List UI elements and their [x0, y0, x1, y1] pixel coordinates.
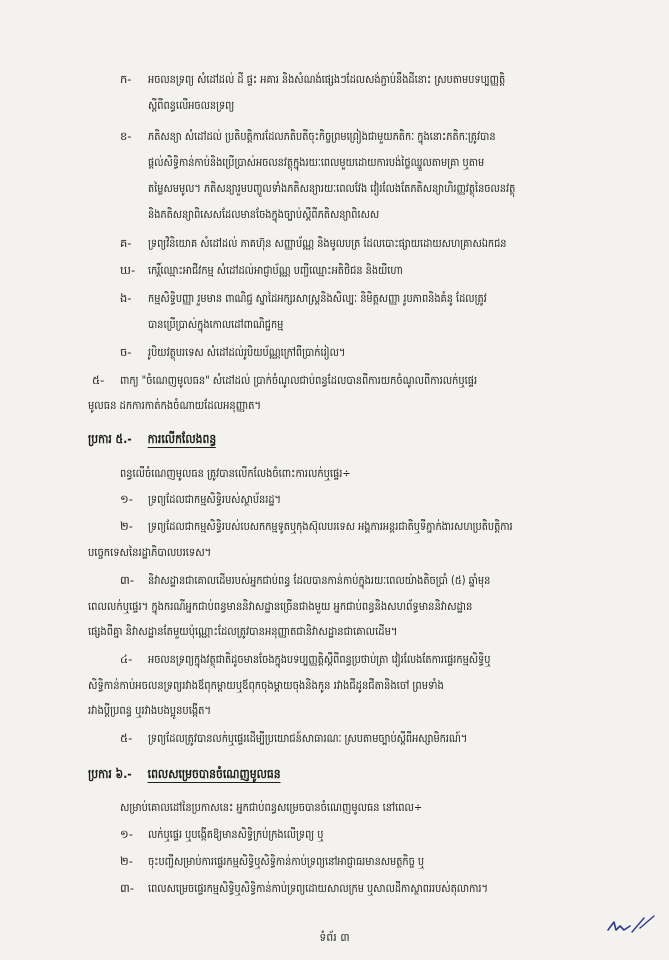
para-5-number: ៥- — [92, 373, 105, 387]
article-5-item-4-line-1: អចលនទ្រព្យក្នុងវត្ថុជាតិដូចមានចែងក្នុងបទប្បញ្ញត្តិស្តីពីពន្ធប្រថាប់ត្រា វៀរលែងតែការផ្ទេរកម្មសិទ្ធិឬ — [148, 652, 491, 666]
article-6-item-1-number: ១- — [120, 827, 133, 841]
article-5-heading-title: ការលើកលែងពន្ធ — [147, 431, 217, 446]
article-5-item-4-number: ៤- — [120, 652, 133, 666]
article-5-item-3-line-3: ផ្សេងពីគ្នា និវាសដ្ឋានតែមួយប៉ុណ្ណោះដែលត្រូវបានអនុញ្ញាតជានិវាសដ្ឋានជាគោលដើម។ — [88, 624, 398, 638]
article-5-item-4-line-2: សិទ្ធិកាន់កាប់អចលនទ្រព្យរវាងឪពុកម្តាយឬឪពុកចុងម្តាយចុងនិងកូន រវាងជីដូនជីតានិងចៅ ព្រមទាំង — [88, 678, 444, 692]
item-ngo-line-2: បានប្រើប្រាស់ក្នុងកោលដៅពាណិជ្ជកម្ម — [148, 317, 284, 331]
article-6-item-3-line-1: ពេលសម្រេចផ្ទេរកម្មសិទ្ធិឬសិទ្ធិកាន់កាប់ទ្រព្យដោយសាលក្រម ឬសាលដីកាស្ថាពររបស់តុលាការ។ — [148, 881, 488, 895]
item-kho-line-1: កេរ្តិ៍ឈ្មោះអាជីវកម្ម សំដៅដល់អាជ្ញាប័ណ្ណ បញ្ជីឈ្មោះអតិថិជន និងយីហោ — [148, 263, 403, 277]
article-5-item-5-line-1: ទ្រព្យដែលត្រូវបានលក់ឬផ្ទេរដើម្បីប្រយោជន៍សាធារណៈ ស្របតាមច្បាប់ស្តីពីអស្សាមិករណ៍។ — [148, 731, 468, 745]
item-cha-number: ច- — [120, 345, 132, 359]
article-6-item-3-number: ៣- — [120, 881, 134, 895]
item-ngo-line-1: កម្មសិទ្ធិបញ្ញា រួមមាន ពាណិជ្ជ ស្នាដៃអក្សរសាស្ត្រនិងសិល្បៈ និមិត្តសញ្ញា រូបភាពនិងគំនូ ដែលត្រូវ — [148, 291, 487, 305]
article-5-item-4-line-3: រវាងប្តីប្រពន្ធ ឬរវាងបងប្អូនបង្កើត។ — [88, 703, 212, 717]
item-kha-line-2: ផ្តល់សិទ្ធិកាន់កាប់និងប្រើប្រាស់អចលនវត្ថុក្នុងរយៈពេលមួយដោយការបង់ថ្លៃឈ្នួលតាមគ្រា ឬតាម — [148, 155, 485, 169]
para-5-line-1: ពាក្យ "ចំណេញមូលធន" សំដៅដល់ ប្រាក់ចំណូលជាប់ពន្ធដែលបានពីការយកចំណូលពីការលក់ឬផ្ទេរ — [120, 373, 478, 387]
item-ngo-number: ង- — [120, 291, 132, 305]
article-5-item-2-line-1: ទ្រព្យដែលជាកម្មសិទ្ធិរបស់បេសកកម្មទូតឬកុងស៊ុលបរទេស អង្គការអន្តរជាតិឬទីភ្នាក់ងារសហប្រតិបត្តិការ — [148, 519, 513, 533]
article-6-heading-title: ពេលសម្រេចបានចំណេញមូលធន — [147, 766, 281, 781]
article-5-item-3-line-1: និវាសដ្ឋានជាគោលដើមរបស់អ្នកជាប់ពន្ធ ដែលបានកាន់កាប់ក្នុងរយៈពេលយ៉ាងតិចប្រាំ (៥) ឆ្នាំមុន — [148, 573, 491, 587]
article-5-item-3-number: ៣- — [120, 573, 134, 587]
article-5-intro: ពន្ធលើចំណេញមូលធន ត្រូវបានលើកលែងចំពោះការលក់ឬផ្ទេរ÷ — [120, 466, 351, 480]
item-kho-number: ឃ- — [120, 263, 136, 277]
item-ko-number: គ- — [120, 236, 132, 250]
article-6-intro: សម្រាប់គោលដៅនៃប្រកាសនេះ អ្នកជាប់ពន្ធសម្រេចបានចំណេញមូលធន នៅពេល÷ — [120, 800, 423, 814]
article-6-item-2-line-1: ចុះបញ្ជីសម្រាប់ការផ្ទេរកម្មសិទ្ធិឬសិទ្ធិកាន់កាប់ទ្រព្យនៅអាជ្ញាធរមានសមត្ថកិច្ច ឬ — [148, 854, 425, 868]
article-5-item-1-number: ១- — [120, 492, 133, 506]
page-number: ទំព័រ ៣ — [319, 931, 350, 944]
item-cha-line-1: រូបិយវត្ថុបរទេស សំដៅដល់រូបិយប័ណ្ណក្រៅពីប្រាក់រៀល។ — [148, 345, 346, 359]
article-5-heading-number: ប្រការ ៥.- — [88, 431, 132, 446]
item-kha-line-3: តម្លៃសមមូល។ ភតិសន្យារួមបញ្ចូលទាំងភតិសន្យារយៈពេលវែង វៀរលែងតែភតិសន្យាហិរញ្ញវត្ថុនៃចលនវត្ថុ — [148, 181, 516, 195]
item-ka-number: ក- — [120, 72, 132, 86]
item-kha-number: ខ- — [120, 129, 132, 143]
article-6-item-2-number: ២- — [120, 854, 133, 868]
item-ka-line-2: ស្តីពីពន្ធលើអចលនទ្រព្យ — [148, 98, 235, 112]
item-ko-line-1: ទ្រព្យវិនិយោគ សំដៅដល់ ភាគហ៊ុន សញ្ញាប័ណ្ណ និងមូលបត្រ ដែលបោះផ្សាយដោយសហគ្រាសឯកជន — [148, 236, 507, 250]
article-6-heading — [88, 765, 281, 783]
article-5-item-5-number: ៥- — [120, 731, 133, 745]
article-5-item-2-line-2: បច្ចេកទេសនៃរដ្ឋាភិបាលបរទេស។ — [88, 545, 212, 559]
article-6-item-1-line-1: លក់ឬផ្ទេរ ឬបង្កើតឱ្យមានសិទ្ធិក្រប់ក្រងលើទ្រព្យ ឬ — [148, 827, 324, 841]
article-5-item-3-line-2: ពេលលក់ឬផ្ទេរ។ ក្នុងករណីអ្នកជាប់ពន្ធមាននិវាសដ្ឋានច្រើនជាងមួយ អ្នកជាប់ពន្ធនិងសហព័ទ្ធមាននិវាសដ្ឋាន — [88, 599, 473, 613]
para-5-line-2: មូលធន ដកការកាត់កងចំណាយដែលអនុញ្ញាត។ — [88, 398, 262, 412]
article-5-item-2-number: ២- — [120, 519, 133, 533]
item-kha-line-1: ភតិសន្យា សំដៅដល់ ប្រតិបត្តិការដែលភតិបតីចុះកិច្ចព្រមព្រៀងជាមួយភតិកៈ ក្នុងនោះភតិកៈត្រូវបាន — [148, 129, 496, 143]
item-ka-line-1: អចលនទ្រព្យ សំដៅដល់ ដី ផ្ទះ អគារ និងសំណង់ផ្សេងៗដែលសង់ភ្ជាប់នឹងដីនោះ ស្របតាមបទប្បញ្ញត្តិ — [148, 72, 506, 86]
article-5-item-1-line-1: ទ្រព្យដែលជាកម្មសិទ្ធិរបស់ស្ថាប័នរដ្ឋ។ — [148, 492, 281, 506]
article-6-heading-number: ប្រការ ៦.- — [88, 766, 132, 781]
signature-initials-icon — [606, 912, 658, 938]
item-kha-line-4: និងភតិសន្យាពិសេសដែលមានចែងក្នុងច្បាប់ស្តីពីភតិសន្យាពិសេស — [148, 207, 380, 221]
article-5-heading — [88, 430, 216, 448]
